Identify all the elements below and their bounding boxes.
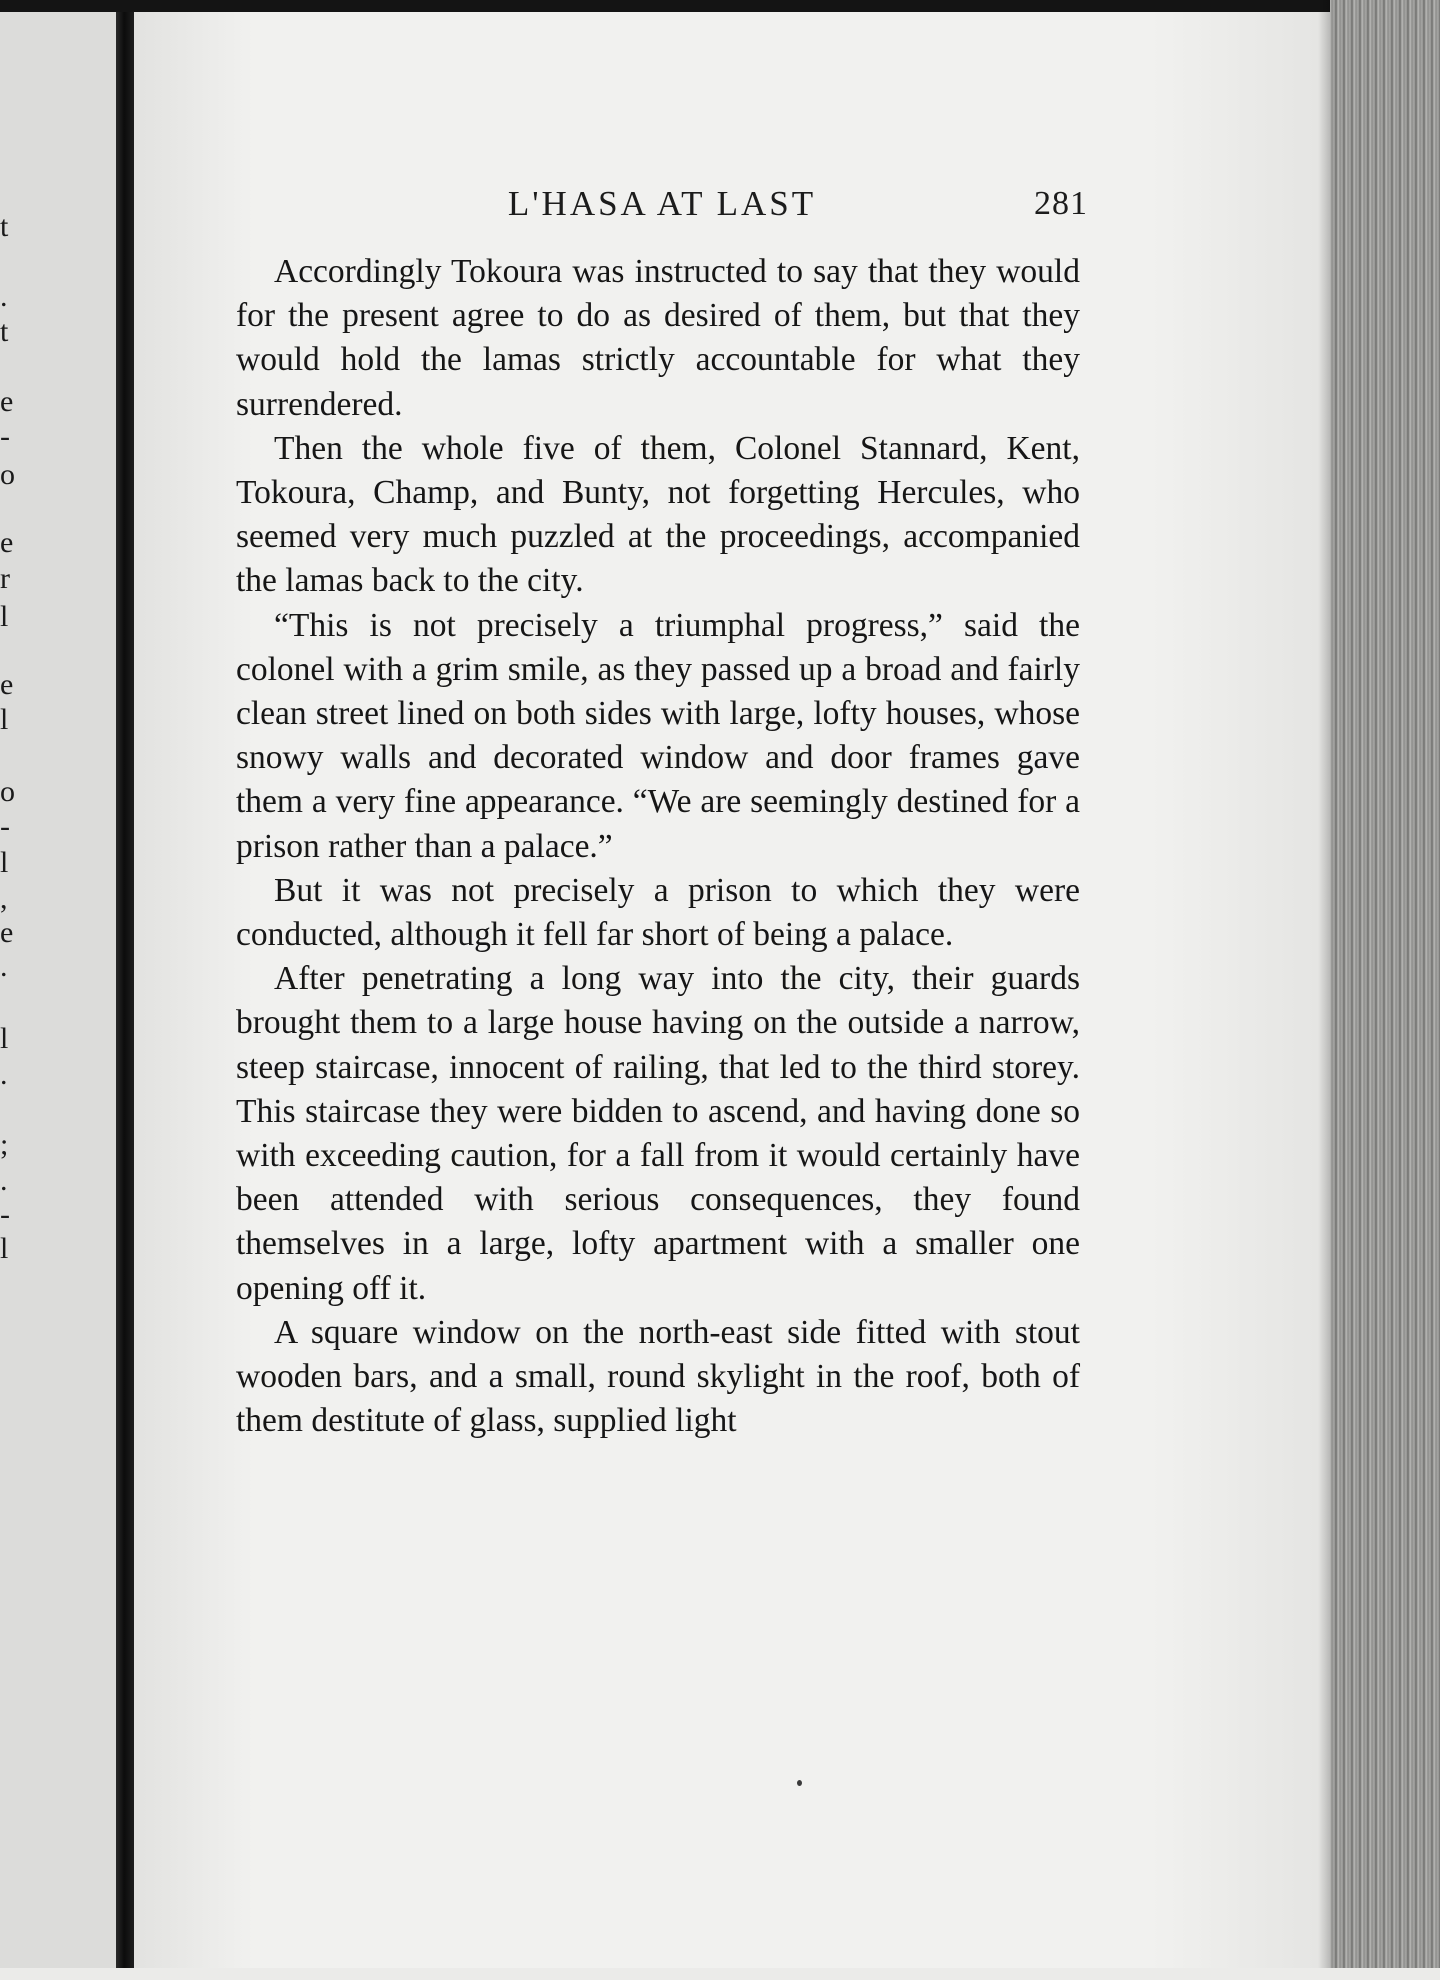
margin-mark: - [0,420,10,453]
margin-mark: e [0,526,14,559]
paragraph: A square window on the north-east side fitted with stout wooden bars, and a small, round skylight in the roof, both of them destitute of glass, supplied light [236,1313,1080,1440]
page-number: 281 [1034,185,1088,222]
margin-mark: e [0,916,14,949]
margin-mark: e [0,668,14,701]
body-text [236,250,1080,1443]
margin-mark: l [0,703,9,736]
margin-mark: o [0,458,15,491]
book-top-edge [0,0,1440,12]
margin-mark: e [0,385,14,418]
margin-mark: - [0,810,10,843]
margin-mark: l [0,600,9,633]
paragraph: Then the whole five of them, Colonel Stannard, Kent, Tokoura, Champ, and Bunty, not forgetting Hercules, who seemed very much puzzled at the proceedings, accompanied the lamas back to the city. [236,429,1080,600]
running-title: L'HASA AT LAST [507,184,817,223]
margin-mark: t [0,210,9,243]
paragraph: After penetrating a long way into the city, their guards brought them to a large house having on the outside a narrow, steep staircase, innocent of railing, that led to the third storey. This staircase they were bidden to ascend, and having done so with exceeding caution, for a fall from it would certainly have been attended with serious consequences, they found themselves in a large, lofty apartment with a smaller one opening off it. [236,960,1080,1307]
ink-speck [797,1780,802,1786]
margin-mark: . [0,1058,8,1091]
margin-mark: l [0,1232,9,1265]
page-header [236,177,1088,231]
paragraph: Accordingly Tokoura was instructed to say that they would for the present agree to do as desired of them, but that they would hold the lamas strictly accountable for what they surrendered. [236,253,1080,423]
margin-mark: o [0,775,15,808]
margin-mark: t [0,315,9,348]
book-gutter [116,12,134,1968]
margin-mark: ; [0,1128,9,1161]
margin-mark: . [0,950,8,983]
margin-mark: . [0,1164,8,1197]
facing-page-margin-marks [0,12,116,1980]
book-fore-edge [1330,0,1440,1968]
facing-page-edge [0,12,116,1968]
margin-mark: , [0,882,8,915]
paragraph: But it was not precisely a prison to which they were conducted, although it fell far short of being a palace. [236,871,1080,954]
margin-mark: l [0,1022,9,1055]
paragraph: “This is not precisely a triumphal progress,” said the colonel with a grim smile, as they passed up a broad and fairly clean street lined on both sides with large, lofty houses, whose snowy walls and decorated window and door frames gave them a very fine appearance. “We are seemingly destined for a prison rather than a palace.” [236,606,1080,865]
margin-mark: r [0,562,10,595]
margin-mark: - [0,1198,10,1231]
margin-mark: l [0,846,9,879]
margin-mark: . [0,280,8,313]
